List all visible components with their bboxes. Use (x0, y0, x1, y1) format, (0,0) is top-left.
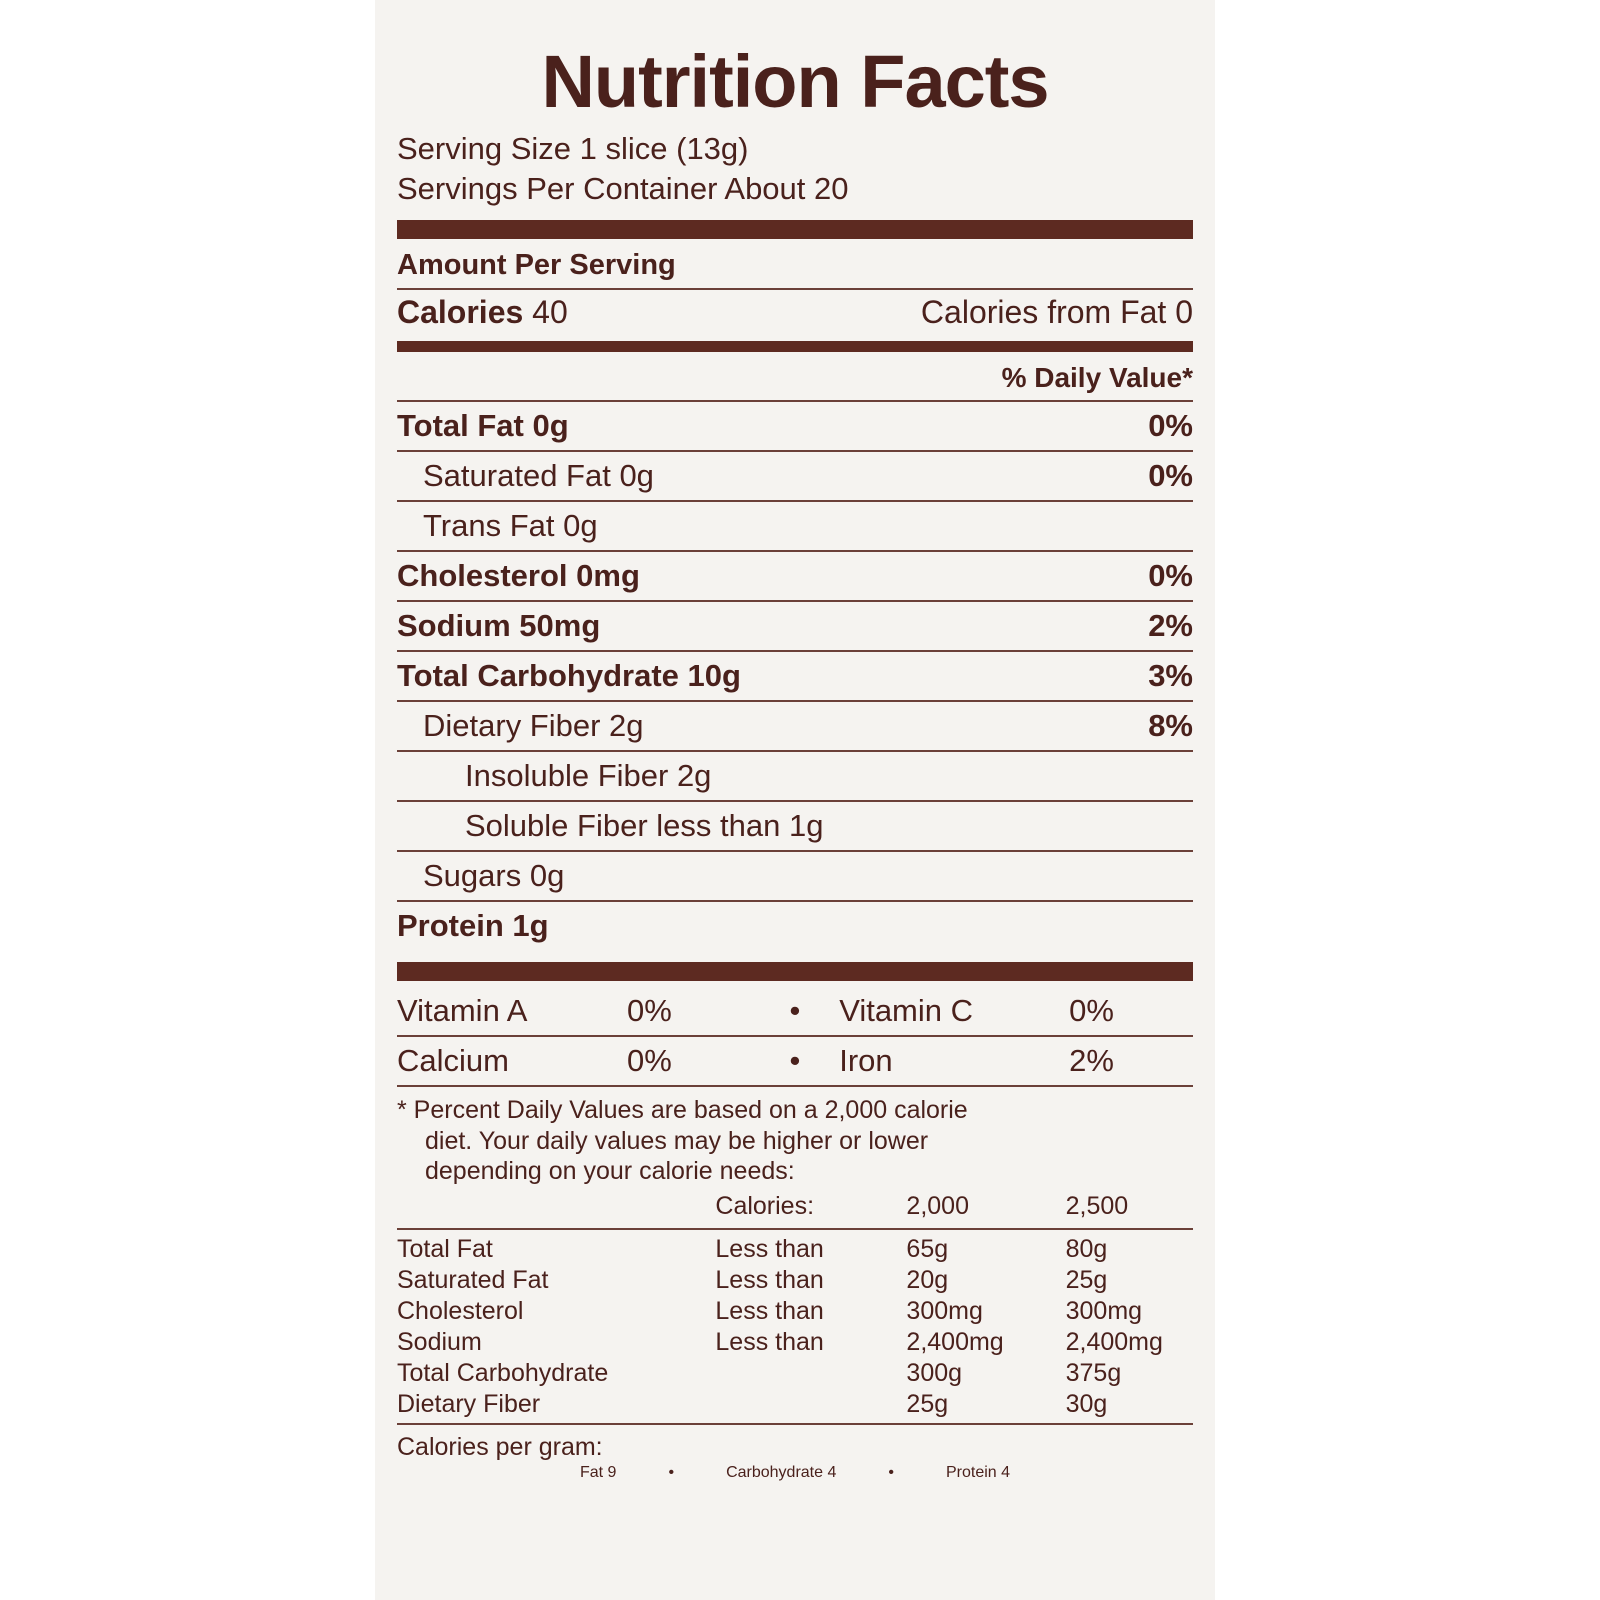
dv-row-name: Cholesterol (397, 1296, 524, 1325)
vitamin-left-value: 0% (627, 987, 751, 1036)
dv-row-name: Total Fat (397, 1234, 493, 1263)
dv-row-value-2000: 300mg (906, 1296, 983, 1325)
divider-rule-2 (397, 1228, 1193, 1230)
calories-per-gram-row (397, 1462, 1193, 1482)
cpg-item: Fat 9 (579, 1463, 617, 1481)
dv-reference-row (397, 1234, 1193, 1265)
dv-row-value-2000: 300g (906, 1358, 963, 1387)
nutrient-daily-value: 2% (1148, 608, 1193, 644)
divider-thick-bottom (397, 962, 1193, 981)
vitamin-right-name: Vitamin C (839, 987, 1069, 1036)
dv-row-value-2000: 20g (906, 1265, 949, 1294)
vitamin-row (397, 1036, 1193, 1086)
dv-row-value-2500: 375g (1065, 1358, 1122, 1387)
nutrient-row (397, 900, 1193, 950)
vitamin-separator-dot: • (751, 987, 839, 1036)
nutrient-list (397, 400, 1193, 950)
nutrient-daily-value: 3% (1148, 658, 1193, 694)
vitamin-right-value: 0% (1069, 987, 1193, 1036)
nutrient-row (397, 500, 1193, 550)
vitamin-left-name: Calcium (397, 1036, 627, 1086)
nutrient-name: Dietary Fiber 2g (423, 708, 644, 744)
dv-reference-row (397, 1389, 1193, 1420)
dv-row-name: Sodium (397, 1327, 482, 1356)
dv-row-value-2000: 65g (906, 1234, 949, 1263)
dv-row-qualifier (715, 1358, 906, 1389)
divider-thick-top (397, 220, 1193, 239)
vitamin-left-value: 0% (627, 1036, 751, 1086)
page-title: Nutrition Facts (541, 40, 1049, 123)
nutrient-name: Sugars 0g (423, 858, 565, 894)
nutrient-row (397, 600, 1193, 650)
nutrient-row (397, 750, 1193, 800)
dv-reference-row (397, 1327, 1193, 1358)
calories-value: 40 (532, 294, 568, 331)
vitamin-left-name: Vitamin A (397, 987, 627, 1036)
dv-row-qualifier: Less than (715, 1265, 824, 1294)
cpg-item: Protein 4 (945, 1463, 1011, 1481)
footnote-line-1: * Percent Daily Values are based on a 2,000 calorie (397, 1096, 968, 1125)
vitamin-right-name: Iron (839, 1036, 1069, 1086)
dv-reference-row (397, 1265, 1193, 1296)
nutrition-facts-panel (375, 0, 1215, 1600)
nutrient-name: Saturated Fat 0g (423, 458, 654, 494)
dv-row-value-2000: 25g (906, 1389, 949, 1418)
dv-row-value-2000: 2,400mg (906, 1327, 1004, 1356)
nutrient-daily-value: 0% (1148, 458, 1193, 494)
dv-header-blank (397, 1191, 715, 1225)
nutrient-row (397, 850, 1193, 900)
nutrient-name: Soluble Fiber less than 1g (465, 808, 824, 844)
nutrient-name: Trans Fat 0g (423, 508, 598, 544)
calories-left (397, 294, 568, 331)
dv-row-value-2500: 300mg (1065, 1296, 1143, 1325)
dv-row-name: Dietary Fiber (397, 1389, 541, 1418)
nutrient-row (397, 700, 1193, 750)
footnote-block (397, 1087, 1193, 1191)
calories-from-fat: Calories from Fat 0 (920, 294, 1193, 331)
nutrient-row (397, 450, 1193, 500)
nutrient-name: Total Carbohydrate 10g (397, 658, 741, 694)
nutrient-row (397, 800, 1193, 850)
nutrient-row (397, 650, 1193, 700)
nutrient-name: Insoluble Fiber 2g (465, 758, 712, 794)
servings-per-container-text: Servings Per Container About 20 (397, 170, 849, 206)
nutrient-name: Protein 1g (397, 908, 549, 944)
divider-rule-3 (397, 1423, 1193, 1425)
dv-row-value-2500: 30g (1065, 1389, 1108, 1418)
cpg-separator-dot: • (888, 1463, 894, 1481)
nutrient-name: Total Fat 0g (397, 408, 569, 444)
dv-reference-row (397, 1358, 1193, 1389)
dv-row-value-2500: 80g (1065, 1234, 1108, 1263)
daily-value-rows-table (397, 1234, 1193, 1420)
dv-reference-row (397, 1296, 1193, 1327)
daily-value-reference-table (397, 1191, 1193, 1225)
daily-value-header: % Daily Value* (1001, 362, 1193, 394)
dv-row-value-2500: 25g (1065, 1265, 1108, 1294)
cpg-item: Carbohydrate 4 (726, 1463, 837, 1481)
dv-row-qualifier: Less than (715, 1327, 824, 1356)
calories-label: Calories (397, 294, 524, 331)
footnote-line-2: diet. Your daily values may be higher or lower (425, 1126, 929, 1155)
dv-row-name: Total Carbohydrate (397, 1358, 609, 1387)
calories-per-gram-label: Calories per gram: (397, 1432, 603, 1461)
nutrient-daily-value: 0% (1148, 558, 1193, 594)
nutrient-daily-value: 8% (1148, 708, 1193, 744)
nutrient-name: Cholesterol 0mg (397, 558, 640, 594)
footnote-line-3: depending on your calorie needs: (425, 1157, 795, 1186)
dv-header-2000: 2,000 (906, 1191, 969, 1220)
vitamin-row (397, 987, 1193, 1036)
serving-size-text: Serving Size 1 slice (13g) (397, 131, 749, 166)
vitamin-right-value: 2% (1069, 1036, 1193, 1086)
nutrient-row (397, 400, 1193, 450)
vitamins-table (397, 987, 1193, 1087)
amount-per-serving-label: Amount Per Serving (397, 249, 676, 282)
vitamin-separator-dot: • (751, 1036, 839, 1086)
dv-table-header-row (397, 1191, 1193, 1225)
nutrient-name: Sodium 50mg (397, 608, 601, 644)
nutrient-daily-value: 0% (1148, 408, 1193, 444)
dv-row-value-2500: 2,400mg (1065, 1327, 1163, 1356)
calories-row (397, 290, 1193, 337)
divider-medium (397, 341, 1193, 352)
dv-row-name: Saturated Fat (397, 1265, 549, 1294)
nutrient-row (397, 550, 1193, 600)
dv-header-calories: Calories: (715, 1191, 815, 1220)
cpg-separator-dot: • (668, 1463, 675, 1481)
dv-row-qualifier: Less than (715, 1296, 824, 1325)
dv-row-qualifier (715, 1389, 906, 1420)
dv-header-2500: 2,500 (1065, 1191, 1129, 1220)
dv-row-qualifier: Less than (715, 1234, 824, 1263)
